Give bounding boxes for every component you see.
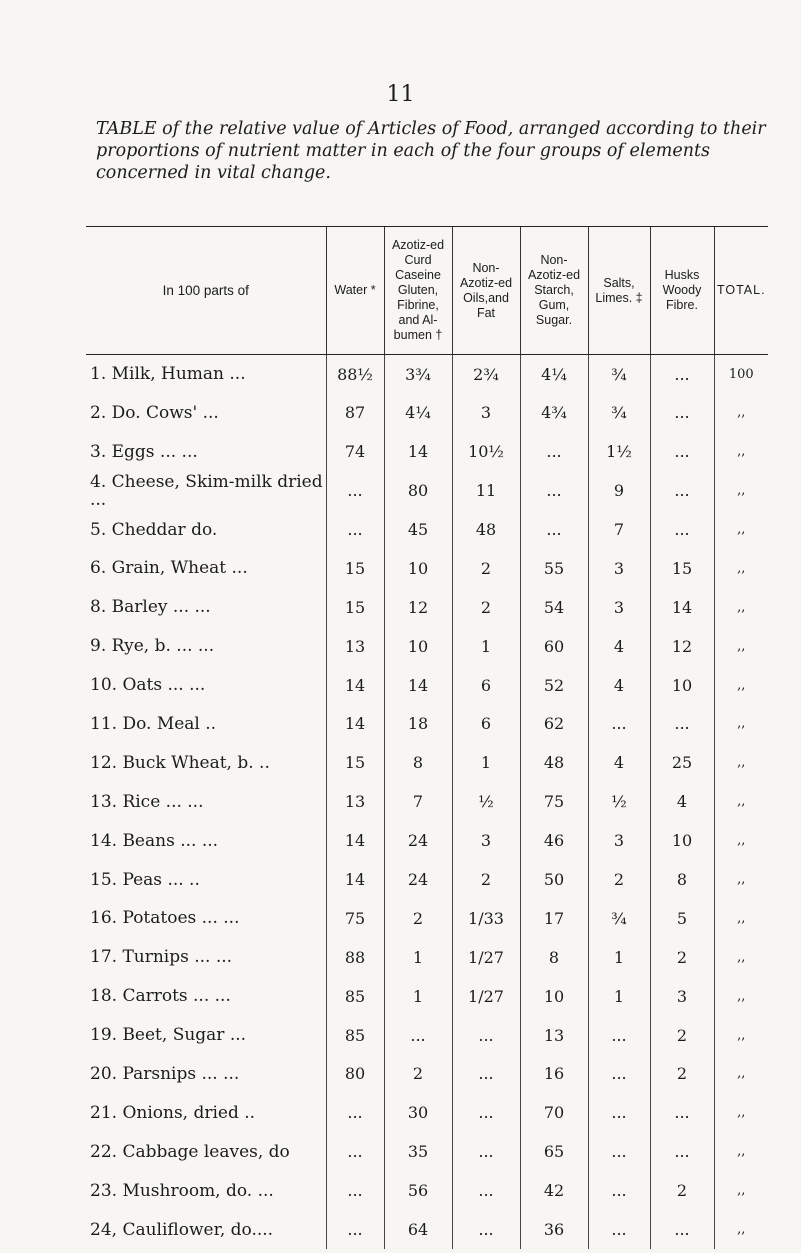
food-value-table	[86, 226, 768, 1249]
table-row	[86, 1171, 768, 1210]
cell-water: ...	[326, 1171, 384, 1210]
cell-water: ...	[326, 1132, 384, 1171]
cell-azotized: 12	[384, 588, 452, 627]
cell-fat: ...	[452, 1093, 520, 1132]
cell-azotized: 80	[384, 471, 452, 510]
cell-starch: 17	[520, 899, 588, 938]
cell-azotized: 18	[384, 705, 452, 744]
cell-total: ,,	[714, 743, 768, 782]
table-row	[86, 899, 768, 938]
cell-water: 75	[326, 899, 384, 938]
cell-total: ,,	[714, 471, 768, 510]
cell-husks: 2	[650, 1016, 714, 1055]
cell-starch: 75	[520, 782, 588, 821]
cell-azotized: ...	[384, 1016, 452, 1055]
cell-azotized: 45	[384, 510, 452, 549]
cell-salts: 9	[588, 471, 650, 510]
cell-salts: ¾	[588, 393, 650, 432]
table-body	[86, 355, 768, 1249]
table-row	[86, 393, 768, 432]
cell-husks: 10	[650, 666, 714, 705]
cell-starch: 10	[520, 977, 588, 1016]
cell-salts: 3	[588, 588, 650, 627]
cell-item: 22. Cabbage leaves, do	[90, 1141, 290, 1162]
cell-fat: ...	[452, 1210, 520, 1249]
cell-item: 19. Beet, Sugar ...	[90, 1025, 247, 1046]
cell-total: ,,	[714, 860, 768, 899]
cell-total: ,,	[714, 782, 768, 821]
cell-starch: 46	[520, 821, 588, 860]
table-row	[86, 977, 768, 1016]
cell-fat: 2	[452, 588, 520, 627]
cell-item: 12. Buck Wheat, b. ..	[90, 752, 270, 773]
cell-water: 15	[326, 549, 384, 588]
cell-husks: ...	[650, 1210, 714, 1249]
cell-item: 18. Carrots ... ...	[90, 986, 231, 1007]
cell-water: ...	[326, 510, 384, 549]
cell-item: 3. Eggs ... ...	[90, 441, 198, 462]
cell-salts: ¾	[588, 899, 650, 938]
cell-husks: ...	[650, 393, 714, 432]
table-row	[86, 1055, 768, 1094]
cell-total: ,,	[714, 549, 768, 588]
cell-water: 14	[326, 666, 384, 705]
cell-water: 15	[326, 588, 384, 627]
cell-salts: 4	[588, 627, 650, 666]
cell-water: 87	[326, 393, 384, 432]
table-row	[86, 1132, 768, 1171]
cell-total: ,,	[714, 588, 768, 627]
cell-salts: 4	[588, 743, 650, 782]
cell-item: 16. Potatoes ... ...	[90, 908, 240, 929]
cell-salts: ...	[588, 1055, 650, 1094]
header-salts: Salts, Limes. ‡	[588, 227, 650, 355]
cell-starch: 62	[520, 705, 588, 744]
cell-total: ,,	[714, 1171, 768, 1210]
cell-starch: 52	[520, 666, 588, 705]
header-item: In 100 parts of	[86, 227, 326, 355]
cell-item: 8. Barley ... ...	[90, 597, 211, 618]
cell-total: ,,	[714, 1093, 768, 1132]
cell-husks: 25	[650, 743, 714, 782]
cell-fat: 1/27	[452, 977, 520, 1016]
cell-husks: ...	[650, 432, 714, 471]
cell-husks: 3	[650, 977, 714, 1016]
cell-item: 20. Parsnips ... ...	[90, 1063, 240, 1084]
cell-total: 100	[714, 355, 768, 394]
cell-item: 9. Rye, b. ... ...	[90, 636, 215, 657]
cell-item: 21. Onions, dried ..	[90, 1102, 256, 1123]
table-row	[86, 1016, 768, 1055]
cell-starch: 48	[520, 743, 588, 782]
cell-total: ,,	[714, 1210, 768, 1249]
cell-total: ,,	[714, 821, 768, 860]
cell-starch: 36	[520, 1210, 588, 1249]
cell-salts: ...	[588, 705, 650, 744]
cell-azotized: 56	[384, 1171, 452, 1210]
cell-starch: 70	[520, 1093, 588, 1132]
cell-total: ,,	[714, 938, 768, 977]
cell-starch: 8	[520, 938, 588, 977]
header-husks: Husks Woody Fibre.	[650, 227, 714, 355]
cell-item: 17. Turnips ... ...	[90, 947, 233, 968]
cell-starch: 65	[520, 1132, 588, 1171]
table-row	[86, 471, 768, 510]
cell-azotized: 64	[384, 1210, 452, 1249]
cell-total: ,,	[714, 705, 768, 744]
cell-item: 10. Oats ... ...	[90, 675, 206, 696]
table-row	[86, 627, 768, 666]
cell-azotized: 24	[384, 860, 452, 899]
cell-salts: 2	[588, 860, 650, 899]
cell-azotized: 2	[384, 1055, 452, 1094]
cell-husks: 14	[650, 588, 714, 627]
cell-water: 14	[326, 705, 384, 744]
cell-husks: 12	[650, 627, 714, 666]
table-row	[86, 549, 768, 588]
cell-starch: 4¼	[520, 355, 588, 394]
cell-fat: 1/27	[452, 938, 520, 977]
cell-item: 13. Rice ... ...	[90, 791, 204, 812]
header-total: TOTAL.	[714, 227, 768, 355]
cell-fat: 1	[452, 627, 520, 666]
table-row	[86, 1093, 768, 1132]
cell-fat: 2	[452, 549, 520, 588]
cell-husks: 2	[650, 1055, 714, 1094]
header-non-azotized-starch: Non-Azotiz-ed Starch, Gum, Sugar.	[520, 227, 588, 355]
cell-fat: 2	[452, 860, 520, 899]
cell-water: ...	[326, 1210, 384, 1249]
cell-fat: 11	[452, 471, 520, 510]
cell-total: ,,	[714, 1016, 768, 1055]
cell-salts: ...	[588, 1132, 650, 1171]
table-row	[86, 938, 768, 977]
cell-starch: ...	[520, 510, 588, 549]
table-row	[86, 588, 768, 627]
cell-azotized: 3¾	[384, 355, 452, 394]
cell-item: 2. Do. Cows' ...	[90, 402, 219, 423]
header-non-azotized-fat: Non-Azotiz-ed Oils,and Fat	[452, 227, 520, 355]
cell-fat: 48	[452, 510, 520, 549]
cell-salts: 1	[588, 977, 650, 1016]
cell-fat: ...	[452, 1132, 520, 1171]
cell-total: ,,	[714, 1132, 768, 1171]
table-caption: TABLE of the relative value of Articles of Food, arranged according to their proportions of nutrient matter in each of the four groups of elements concerned in vital change.	[96, 119, 766, 183]
cell-husks: 5	[650, 899, 714, 938]
cell-salts: 4	[588, 666, 650, 705]
cell-item: 23. Mushroom, do. ...	[90, 1180, 274, 1201]
cell-salts: 7	[588, 510, 650, 549]
cell-total: ,,	[714, 899, 768, 938]
table-row	[86, 782, 768, 821]
cell-water: ...	[326, 1093, 384, 1132]
cell-starch: 16	[520, 1055, 588, 1094]
table-header-row	[86, 227, 768, 355]
cell-water: 85	[326, 1016, 384, 1055]
cell-water: 14	[326, 821, 384, 860]
page-number: 11	[386, 82, 415, 107]
cell-azotized: 10	[384, 549, 452, 588]
cell-husks: ...	[650, 705, 714, 744]
cell-water: 14	[326, 860, 384, 899]
cell-total: ,,	[714, 1055, 768, 1094]
cell-salts: 3	[588, 549, 650, 588]
cell-water: 80	[326, 1055, 384, 1094]
cell-azotized: 14	[384, 666, 452, 705]
cell-salts: 3	[588, 821, 650, 860]
cell-husks: ...	[650, 355, 714, 394]
cell-salts: 1½	[588, 432, 650, 471]
cell-husks: ...	[650, 1132, 714, 1171]
cell-total: ,,	[714, 432, 768, 471]
cell-item: 5. Cheddar do.	[90, 519, 218, 540]
table-row	[86, 743, 768, 782]
cell-azotized: 2	[384, 899, 452, 938]
cell-total: ,,	[714, 510, 768, 549]
cell-fat: 6	[452, 666, 520, 705]
cell-azotized: 1	[384, 938, 452, 977]
cell-starch: 4¾	[520, 393, 588, 432]
table-row	[86, 821, 768, 860]
cell-husks: 4	[650, 782, 714, 821]
cell-azotized: 30	[384, 1093, 452, 1132]
cell-total: ,,	[714, 666, 768, 705]
cell-husks: ...	[650, 510, 714, 549]
cell-fat: ...	[452, 1055, 520, 1094]
cell-husks: ...	[650, 471, 714, 510]
cell-salts: 1	[588, 938, 650, 977]
cell-husks: 15	[650, 549, 714, 588]
cell-water: 74	[326, 432, 384, 471]
cell-starch: 54	[520, 588, 588, 627]
cell-water: 88	[326, 938, 384, 977]
cell-fat: ...	[452, 1016, 520, 1055]
cell-item: 1. Milk, Human ...	[90, 364, 246, 385]
table-row	[86, 432, 768, 471]
cell-item: 24, Cauliflower, do....	[90, 1219, 274, 1240]
cell-husks: 2	[650, 938, 714, 977]
header-water: Water *	[326, 227, 384, 355]
cell-total: ,,	[714, 977, 768, 1016]
cell-azotized: 8	[384, 743, 452, 782]
cell-fat: 3	[452, 821, 520, 860]
cell-starch: 60	[520, 627, 588, 666]
cell-item: 14. Beans ... ...	[90, 830, 219, 851]
cell-fat: 2¾	[452, 355, 520, 394]
cell-fat: ½	[452, 782, 520, 821]
cell-water: 13	[326, 782, 384, 821]
cell-water: 15	[326, 743, 384, 782]
cell-water: ...	[326, 471, 384, 510]
cell-starch: 42	[520, 1171, 588, 1210]
cell-husks: ...	[650, 1093, 714, 1132]
cell-fat: ...	[452, 1171, 520, 1210]
cell-salts: ¾	[588, 355, 650, 394]
cell-item: 11. Do. Meal ..	[90, 713, 217, 734]
cell-husks: 2	[650, 1171, 714, 1210]
cell-husks: 8	[650, 860, 714, 899]
cell-starch: ...	[520, 471, 588, 510]
cell-item: 15. Peas ... ..	[90, 869, 200, 890]
table-row	[86, 355, 768, 394]
cell-salts: ...	[588, 1093, 650, 1132]
table-row	[86, 510, 768, 549]
cell-total: ,,	[714, 393, 768, 432]
cell-azotized: 10	[384, 627, 452, 666]
cell-azotized: 1	[384, 977, 452, 1016]
cell-husks: 10	[650, 821, 714, 860]
table-row	[86, 705, 768, 744]
cell-fat: 1/33	[452, 899, 520, 938]
cell-starch: 50	[520, 860, 588, 899]
cell-salts: ...	[588, 1171, 650, 1210]
cell-salts: ...	[588, 1210, 650, 1249]
table-row	[86, 666, 768, 705]
cell-water: 88½	[326, 355, 384, 394]
cell-azotized: 4¼	[384, 393, 452, 432]
cell-azotized: 7	[384, 782, 452, 821]
cell-starch: 13	[520, 1016, 588, 1055]
cell-item: 4. Cheese, Skim-milk dried ...	[90, 471, 323, 510]
cell-water: 85	[326, 977, 384, 1016]
cell-fat: 1	[452, 743, 520, 782]
cell-azotized: 24	[384, 821, 452, 860]
header-azotized: Azotiz-ed Curd Caseine Gluten, Fibrine, and Al-bumen †	[384, 227, 452, 355]
cell-starch: ...	[520, 432, 588, 471]
cell-salts: ½	[588, 782, 650, 821]
cell-azotized: 14	[384, 432, 452, 471]
cell-water: 13	[326, 627, 384, 666]
cell-item: 6. Grain, Wheat ...	[90, 558, 248, 579]
cell-fat: 10½	[452, 432, 520, 471]
cell-azotized: 35	[384, 1132, 452, 1171]
cell-total: ,,	[714, 627, 768, 666]
cell-starch: 55	[520, 549, 588, 588]
cell-fat: 3	[452, 393, 520, 432]
table-row	[86, 1210, 768, 1249]
table-row	[86, 860, 768, 899]
cell-fat: 6	[452, 705, 520, 744]
cell-salts: ...	[588, 1016, 650, 1055]
